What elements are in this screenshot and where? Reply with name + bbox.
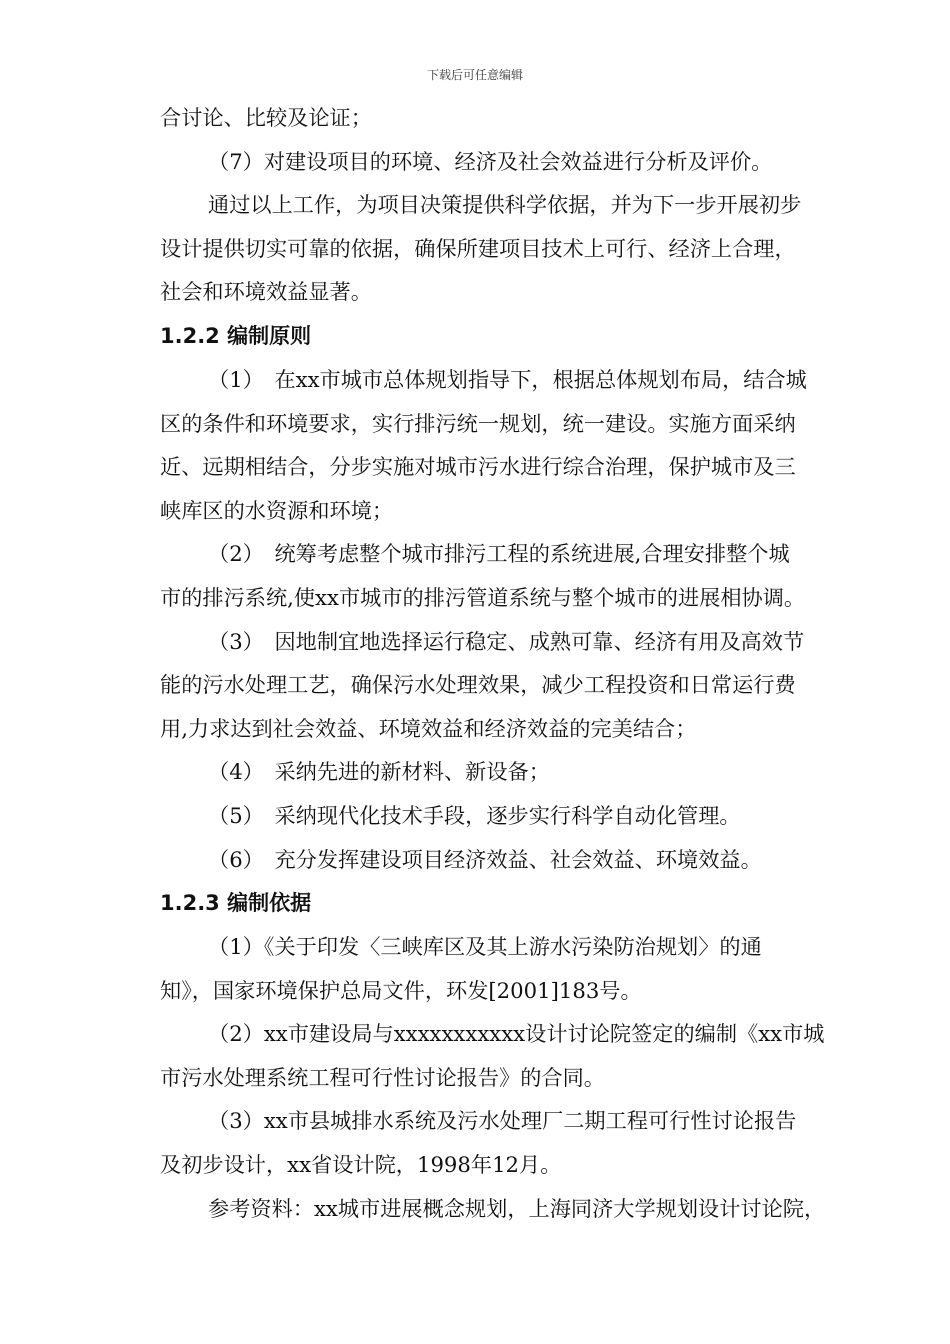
text-line: 合讨论、比较及论证； (160, 105, 372, 130)
text-line: （1）《关于印发〈三峡库区及其上游水污染防治规划〉的通 (208, 934, 762, 960)
text-line: 通过以上工作，为项目决策提供科学依据，并为下一步开展初步 (208, 192, 802, 218)
paragraph (160, 140, 840, 184)
text-line: 参考资料：xx城市进展概念规划，上海同济大学规划设计讨论院， (208, 1195, 826, 1221)
paragraph (160, 838, 840, 882)
paragraph (160, 183, 840, 314)
paragraph (160, 532, 840, 619)
section-heading: 1.2.2 编制原则 (160, 323, 312, 348)
text-line: 市的排污系统,使xx市城市的排污管道系统与整个城市的进展相协调。 (160, 584, 806, 610)
paragraph (160, 620, 840, 751)
paragraph (160, 750, 840, 794)
text-line: 及初步设计，xx省设计院，1998年12月。 (160, 1152, 562, 1178)
text-line: （1） 在xx市城市总体规划指导下，根据总体规划布局，结合城 (208, 366, 807, 392)
section-heading: 1.2.3 编制依据 (160, 891, 312, 916)
text-line: （6） 充分发挥建设项目经济效益、社会效益、环境效益。 (208, 846, 762, 872)
text-line: （3） 因地制宜地选择运行稳定、成熟可靠、经济有用及高效节 (208, 628, 805, 654)
text-line: 市污水处理系统工程可行性讨论报告》的合同。 (160, 1064, 605, 1090)
text-line: （7）对建设项目的环境、经济及社会效益进行分析及评价。 (208, 148, 773, 174)
paragraph (160, 925, 840, 1012)
text-line: 近、远期相结合，分步实施对城市污水进行综合治理，保护城市及三 (160, 454, 796, 480)
text-line: 用,力求达到社会效益、环境效益和经济效益的完美结合； (160, 715, 697, 741)
text-line: （4） 采纳先进的新材料、新设备； (208, 759, 550, 785)
text-line: （2） 统筹考虑整个城市排污工程的系统进展,合理安排整个城 (208, 541, 790, 567)
text-line: 社会和环境效益显著。 (160, 279, 372, 305)
paragraph (160, 794, 840, 838)
text-line: （2）xx市建设局与xxxxxxxxxxx设计讨论院签定的编制《xx市城 (208, 1021, 825, 1047)
paragraph (160, 1012, 840, 1099)
text-line: 区的条件和环境要求，实行排污统一规划，统一建设。实施方面采纳 (160, 410, 796, 436)
paragraph (160, 358, 840, 532)
document-body (160, 96, 840, 1230)
paragraph (160, 1187, 840, 1231)
page-header: 下载后可任意编辑 (426, 68, 523, 82)
text-line: （5） 采纳现代化技术手段，逐步实行科学自动化管理。 (208, 802, 741, 828)
paragraph (160, 1099, 840, 1186)
text-line: 知》，国家环境保护总局文件，环发[2001]183号。 (160, 977, 642, 1003)
text-line: （3）xx市县城排水系统及污水处理厂二期工程可行性讨论报告 (208, 1108, 797, 1134)
text-line: 能的污水处理工艺，确保污水处理效果，减少工程投资和日常运行费 (160, 672, 796, 698)
paragraph (160, 96, 840, 140)
text-line: 设计提供切实可靠的依据，确保所建项目技术上可行、经济上合理， (160, 235, 796, 261)
text-line: 峡库区的水资源和环境； (160, 497, 394, 523)
